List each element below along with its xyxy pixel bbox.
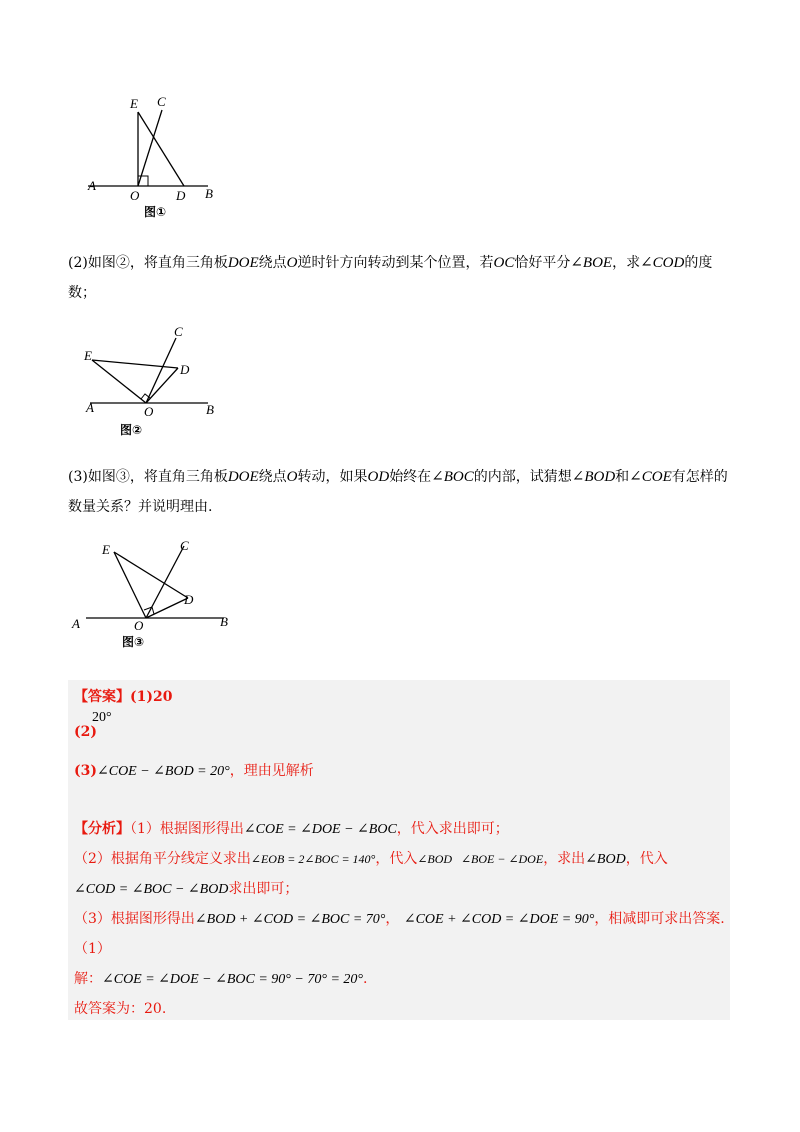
answer-line-1: 【答案】(1)20 xyxy=(74,689,173,705)
analysis-line-6: 解：∠COE = ∠DOE − ∠BOC = 90° − 70° = 20°. xyxy=(74,971,368,987)
figure-2-diagram xyxy=(80,322,230,442)
analysis-line-3: ∠COD = ∠BOC − ∠BOD求出即可； xyxy=(74,881,299,897)
analysis-line-4: （3）根据图形得出∠BOD + ∠COD = ∠BOC = 70°， ∠COE + ∠COD = ∠DOE = 90°，相减即可求出答案. xyxy=(74,911,725,927)
fig1-label-B: B xyxy=(205,186,213,201)
fig1-label-O: O xyxy=(130,188,140,203)
fig2-label-C: C xyxy=(174,324,183,339)
fig3-label-C: C xyxy=(180,538,189,553)
fig2-label-E: E xyxy=(84,348,92,363)
figure-1-diagram xyxy=(80,90,230,225)
fig2-label-B: B xyxy=(206,402,214,417)
fig1-label-D: D xyxy=(176,188,186,203)
analysis-line-2: （2）根据角平分线定义求出∠EOB = 2∠BOC = 140°，代入∠BOD ∠BOE − ∠DOE，求出∠BOD，代入 xyxy=(74,851,668,867)
analysis-line-7: 故答案为：20. xyxy=(74,1001,167,1017)
fig1-label-E: E xyxy=(130,96,138,111)
fig1-label-A: A xyxy=(88,178,96,193)
fig3-caption: 图③ xyxy=(122,635,145,649)
analysis-line-5: （1） xyxy=(74,941,111,957)
fig2-label-O: O xyxy=(144,404,154,419)
fig2-caption: 图② xyxy=(120,423,143,437)
analysis-line-1: 【分析】（1）根据图形得出∠COE = ∠DOE − ∠BOC，代入求出即可； xyxy=(74,821,509,837)
fig1-label-C: C xyxy=(157,94,166,109)
figure-3 xyxy=(68,536,248,656)
fig3-label-B: B xyxy=(220,614,228,629)
fig3-label-D: D xyxy=(184,592,194,607)
question-2: (2)如图②，将直角三角板DOE绕点O逆时针方向转动到某个位置，若OC恰好平分∠BOE，求∠COD的度数； xyxy=(68,255,713,301)
fig3-label-E: E xyxy=(102,542,110,557)
fig3-label-A: A xyxy=(72,616,80,631)
figure-3-diagram xyxy=(68,536,248,656)
question-3: (3)如图③，将直角三角板DOE绕点O转动，如果OD始终在∠BOC的内部，试猜想∠BOD和∠COE有怎样的数量关系？并说明理由. xyxy=(68,469,728,515)
fig3-label-O: O xyxy=(134,618,144,633)
answer-line-3: (3)∠COE − ∠BOD = 20°，理由见解析 xyxy=(74,763,314,779)
figure-2 xyxy=(80,322,230,442)
figure-1 xyxy=(80,90,230,225)
fig2-label-A: A xyxy=(86,400,94,415)
fig2-label-D: D xyxy=(180,362,190,377)
answer-box: 【答案】(1)20 (2) 20° (3)∠COE − ∠BOD = 20°，理由见解析 【分析】（1）根据图形得出∠COE = ∠DOE − ∠BOC，代入求出即可； （2）根据角平分线定义求出∠EOB = 2∠BOC = 140°，代入∠BOD ∠BOE − ∠DOE，求出∠BOD，代入 ∠COD = ∠BOC − ∠BOD求出即可； （3）根据图形得出∠BOD + ∠COD = ∠BOC = 70°， ∠COE + ∠COD = ∠DOE = 90°，相减即可求出答案. （1） 解：∠COE = ∠DOE − ∠BOC = 90° − 70° = 20°. 故答案为：20. xyxy=(68,680,730,1020)
fig1-caption: 图① xyxy=(144,205,167,219)
